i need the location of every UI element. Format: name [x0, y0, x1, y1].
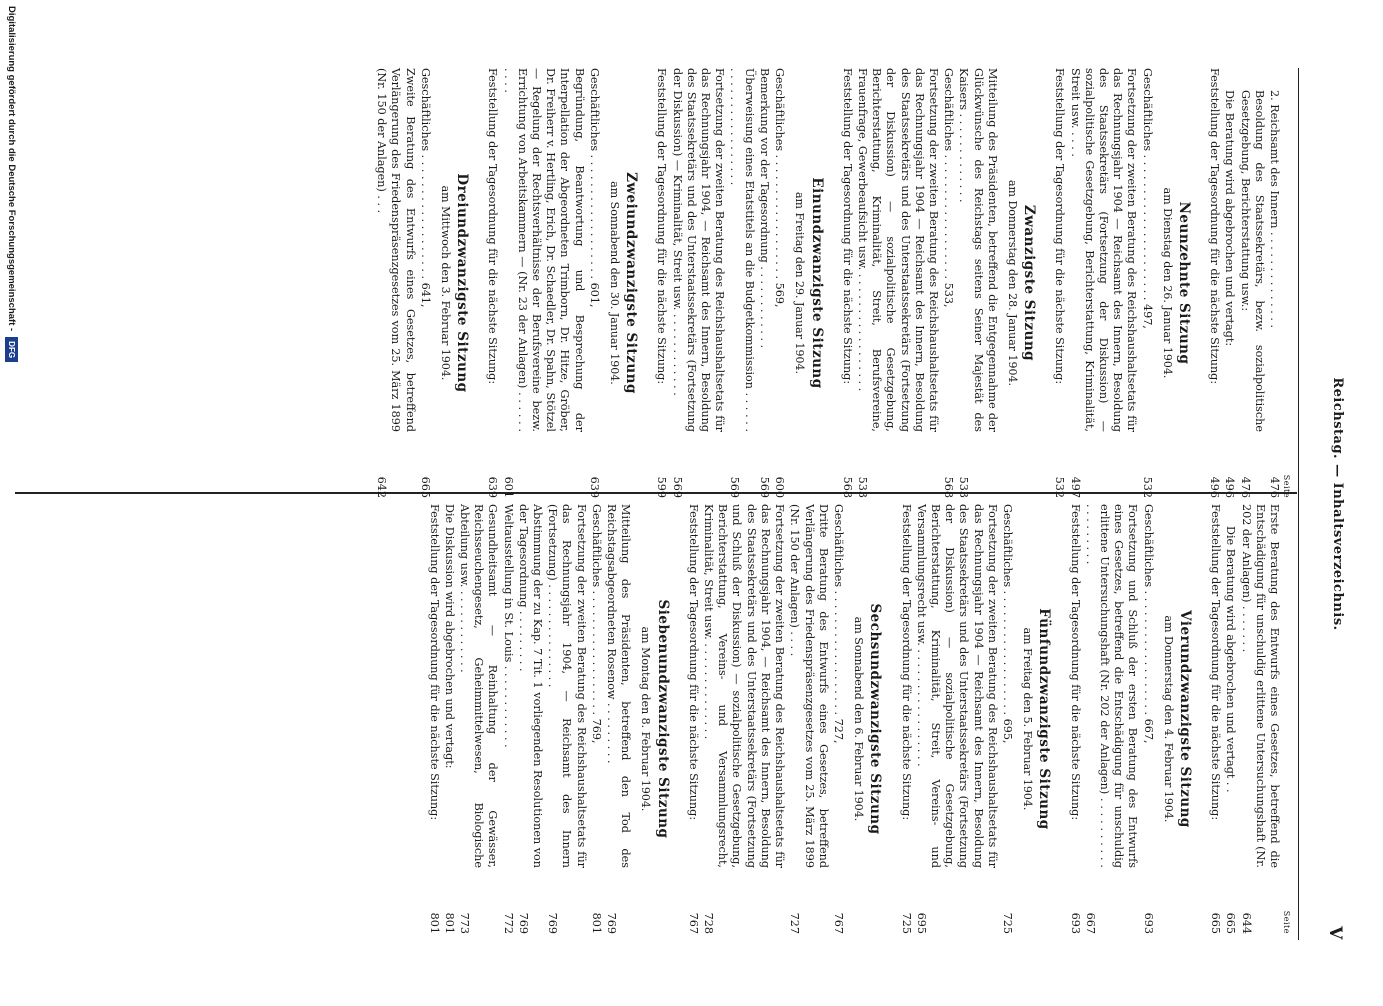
toc-entry-text: Feststellung der Tagesordnung für die nächste Sitzung: — [427, 504, 441, 821]
toc-entry-pages: 725 — [1000, 912, 1014, 934]
toc-entry — [516, 504, 544, 934]
toc-entry — [418, 68, 432, 498]
toc-entry-pages: 496 — [1223, 476, 1237, 498]
toc-entry-text: Geschäftliches . . . . . . . . . . . . . . . . . . 695, — [1000, 504, 1014, 744]
toc-entry-text: Abstimmung der zu Kap. 7 Tit. 1 vorliegenden Resolutionen von der Tagesordnung . . . . . . . . . — [516, 504, 545, 868]
toc-entry — [1267, 68, 1281, 498]
session-date: am Donnerstag den 4. Februar 1904. — [1161, 615, 1175, 823]
toc-entry-text: Die Diskussion wird abgebrochen und vertagt: — [442, 504, 456, 769]
toc-entry — [1222, 68, 1236, 498]
toc-entry-pages: 569 — [757, 476, 771, 498]
toc-entry-text: Gesundheitsamt — Reinhaltung der Gewässer, Reichsseuchengesetz, Geheimmittelwesen, Biologische Abteilung usw. . . . . . . . . . . . . — [458, 504, 500, 868]
toc-entry-text: Geschäftliches . . . . . . . . . . . . . . . . . . 641, — [418, 68, 432, 308]
toc-entry-text: Geschäftliches . . . . . . . . . . . . . . . . . . 533, — [942, 68, 956, 308]
toc-entry — [1237, 68, 1265, 498]
toc-entry-text: Feststellung der Tagesordnung für die nächste Sitzung: — [655, 68, 669, 385]
running-head — [1323, 68, 1345, 940]
toc-entry — [914, 504, 999, 934]
toc-entry-text: Mitteilung des Präsidenten, betreffend die Entgegennahme der Glückwünsche des Reichstags seitens Seiner Majestät des Kaisers . . . . . . . . . . . . . — [957, 68, 999, 432]
toc-entry-pages: 476 — [1268, 476, 1281, 498]
left-column — [373, 68, 1293, 498]
page-title: Reichstag. — Inhaltsverzeichnis. — [1330, 377, 1345, 631]
toc-entry — [1000, 504, 1014, 934]
toc-entry-pages: 665 — [1224, 912, 1238, 934]
toc-entry-pages: 569 — [670, 476, 684, 498]
toc-entry-text: Zweite Beratung des Entwurfs eines Gesetzes, betreffend Verlängerung des Friedenspräsenzgesetzes vom 25. März 1899 (Nr. 150 der Anlagen) . . . — [375, 68, 417, 432]
toc-entry-pages: 667 — [1083, 912, 1097, 934]
toc-entry-text: Feststellung der Tagesordnung für die nächste Sitzung: — [486, 68, 500, 385]
toc-entry-text: Fortsetzung der zweiten Beratung des Reichshaushaltsetats für das Rechnungsjahr 1904, — Reichsamt des Innern, Besoldung des Staatssekretärs und des Unterstaatssekretärs (Fortsetzung der Diskussion) — Kriminalität, Streit usw. . . . . . . . . . . . . — [670, 68, 727, 432]
toc-entry — [589, 504, 603, 934]
toc-entry-pages: 693 — [1068, 912, 1082, 934]
toc-entry — [500, 504, 514, 934]
toc-entry — [1067, 504, 1081, 934]
toc-entry-pages: 769 — [546, 912, 560, 934]
toc-entry — [1238, 504, 1281, 934]
toc-entry-text: Feststellung der Tagesordnung für die nächste Sitzung: — [840, 68, 854, 385]
session-date: am Montag den 8. Februar 1904. — [639, 626, 653, 812]
toc-entry-pages: 665 — [1209, 912, 1223, 934]
toc-entry-pages: 728 — [702, 912, 716, 934]
toc-entry-text: Geschäftliches . . . . . . . . . . . . . . . . . . 727, — [831, 504, 845, 744]
toc-entry-text: Feststellung der Tagesordnung für die nächste Sitzung: — [899, 504, 913, 821]
toc-entry — [1052, 68, 1066, 498]
toc-entry-text: Dritte Beratung des Entwurfs eines Gesetzes, betreffend Verlängerung des Friedenspräsenzgesetzes vom 25. März 1899 (Nr. 150 der Anlagen) . . . . — [788, 504, 830, 868]
toc-entry-text: Geschäftliches . . . . . . . . . . . . . . . . . . . . . 497, — [1140, 68, 1154, 329]
toc-entry — [772, 68, 786, 498]
toc-entry — [426, 504, 440, 934]
toc-entry-pages: 693 — [1141, 912, 1155, 934]
toc-entry — [457, 504, 500, 934]
toc-entry-pages: 600 — [773, 476, 787, 498]
toc-entry-text: Fortsetzung der zweiten Beratung des Reichshaushaltsetats für das Rechnungsjahr 1904, — Reichsamt des Innern (Fortsetzung) . . . . . . . . . . . . . . . — [546, 504, 588, 868]
session-date: am Freitag den 5. Februar 1904. — [1021, 627, 1035, 811]
toc-entry-pages: 497 — [1068, 476, 1082, 498]
toc-entry — [1139, 68, 1153, 498]
toc-entry-text: Feststellung der Tagesordnung für die nächste Sitzung: — [1053, 68, 1067, 385]
toc-entry-pages: 801 — [442, 912, 456, 934]
session-date: am Sonnabend den 6. Februar 1904. — [852, 616, 866, 822]
toc-entry-pages: 639 — [587, 476, 601, 498]
toc-entry-text: Weltausstellung in St. Louis . . . . . . . . . . . . — [501, 504, 515, 748]
toc-entry-text: Begründung, Beantwortung und Besprechung der Interpellation der Abgeordneten Trimborn, Dr. Hitze, Gröber, Dr. Freiherr v. Hertling, Erich, Dr. Schaedler, Dr. Spahn, Stötzel — Regelung der Rechtsverhältnisse der Berufsvereine bezw. Errichtung von Arbeitskammern — (Nr. 23 der Anlagen) . . . . . . . . . . — [501, 68, 586, 432]
toc-entry — [941, 68, 955, 498]
toc-entry-text: Feststellung der Tagesordnung für die nächste Sitzung: — [1068, 504, 1082, 821]
session-date: am Dienstag den 26. Januar 1904. — [1160, 187, 1174, 379]
page-number: V — [1325, 926, 1345, 940]
session-title: Siebenundzwanzigste Sitzung — [654, 599, 671, 839]
toc-entry — [727, 68, 755, 498]
toc-entry-pages: 569 — [728, 476, 742, 498]
toc-entry-text: Fortsetzung und Schluß der ersten Beratung des Entwurfs eines Gesetzes, betreffend die Entschädigung für unschuldig erlittene Untersuchungshaft (Nr. 202 der Anlagen) . . . . . . . . . . . . . . . . . . . — [1083, 504, 1140, 868]
toc-entry — [831, 504, 845, 934]
toc-entry-text: Geschäftliches . . . . . . . . . . . . . . . . . . 601, — [587, 68, 601, 308]
toc-entry-pages: 532 — [1053, 476, 1067, 498]
toc-entry-text: Geschäftliches . . . . . . . . . . . . . . . . . . 769, — [589, 504, 603, 744]
toc-entry-pages: 568 — [942, 476, 956, 498]
session-title: Zweiundzwanzigste Sitzung — [623, 172, 640, 394]
toc-entry-pages: 769 — [605, 912, 619, 934]
toc-entry-pages: 476 — [1238, 476, 1252, 498]
toc-entry-pages: 644 — [1239, 912, 1253, 934]
toc-entry-text: Bemerkung vor der Tagesordnung . . . . . . . . . . . . — [757, 68, 771, 349]
toc-entry — [898, 504, 912, 934]
toc-entry-text: 2. Reichsamt des Innern . . . . . . . . . . . . . . — [1268, 90, 1281, 329]
toc-entry-pages: 695 — [914, 912, 928, 934]
session-date: am Donnerstag den 28. Januar 1904. — [1005, 179, 1019, 387]
toc-entry-pages: 568 — [840, 476, 854, 498]
toc-entry — [1140, 504, 1154, 934]
toc-entry-pages: 725 — [899, 912, 913, 934]
toc-entry — [1223, 504, 1237, 934]
seite-label: Seite — [1282, 474, 1291, 498]
session-title: Zwanzigste Sitzung — [1021, 204, 1038, 362]
toc-entry-pages: 665 — [418, 476, 432, 498]
toc-entry-pages: 533 — [957, 476, 971, 498]
toc-entry-pages: 801 — [427, 912, 441, 934]
toc-entry-pages: 639 — [486, 476, 500, 498]
toc-entry — [956, 68, 999, 498]
session-title: Sechsundzwanzigste Sitzung — [867, 603, 884, 835]
toc-entry — [442, 504, 456, 934]
toc-entry — [604, 504, 632, 934]
session-date: am Mittwoch den 3. Februar 1904. — [439, 185, 453, 381]
toc-entry — [374, 68, 417, 498]
toc-entry-text: Fortsetzung der zweiten Beratung des Reichshaushaltsetats für das Rechnungsjahr 1904 — Reichsamt des Innern, Besoldung des Staatssekretärs (Fortsetzung der Diskussion) — sozialpolitische Gesetzgebung, Berichterstattung, Kriminalität, Streit usw. . . . . — [1068, 68, 1139, 432]
session-title: Dreiundzwanzigste Sitzung — [454, 173, 471, 393]
toc-entry — [500, 68, 585, 498]
toc-entry-text: Feststellung der Tagesordnung für die nächste Sitzung: — [686, 504, 700, 821]
toc-entry-pages: 767 — [686, 912, 700, 934]
toc-entry-text: Überweisung eines Etatstitels an die Budgetkommission . . . . . . . . . . . . . . . . . . . . . . . — [728, 68, 756, 432]
toc-entry-text: Die Beratung wird abgebrochen und vertagt: — [1223, 90, 1237, 347]
toc-entry-pages: 727 — [788, 912, 802, 934]
toc-entry-text: Geschäftliches . . . . . . . . . . . . . . . . . . 667, — [1141, 504, 1155, 744]
session-title: Fünfundzwanzigste Sitzung — [1036, 608, 1053, 830]
toc-entry-text: Feststellung der Tagesordnung für die nächste Sitzung: — [1208, 68, 1222, 385]
toc-entry — [587, 68, 601, 498]
toc-entry-pages: 599 — [655, 476, 669, 498]
seite-label: Seite — [1282, 910, 1291, 934]
toc-entry-text: Fortsetzung der zweiten Beratung des Reichshaushaltsetats für das Rechnungsjahr 1904, — Reichsamt des Innern, Besoldung des Staatssekretärs und des Unterstaatssekretärs (Fortsetzung und Schluß der Diskussion) — sozialpolitische Gesetzgebung, Berichterstattung, Vereins- und Versammlungsrecht, Kriminalität, Streit usw. . . . . . . . . . . . . . . — [702, 504, 787, 868]
toc-entry — [1067, 68, 1138, 498]
toc-entry — [701, 504, 786, 934]
dfg-logo: DFG — [6, 337, 19, 362]
toc-entry-pages: 496 — [1208, 476, 1222, 498]
session-title: Einundzwanzigste Sitzung — [808, 177, 825, 389]
toc-entry — [654, 68, 668, 498]
toc-entry-pages: 533 — [855, 476, 869, 498]
toc-entry-text: Fortsetzung der zweiten Beratung des Reichshaushaltsetats für das Rechnungsjahr 1904 — Reichsamt des Innern, Besoldung des Staatssekretärs und des Unterstaatssekretärs (Fortsetzung der Diskussion) — sozialpolitische Gesetzgebung, Berichterstattung, Kriminalität, Streit, Vereins- und Versammlungsrecht usw. . . . . . . . . . . . . . . . . . — [914, 504, 999, 868]
digitization-footer — [3, 0, 21, 1006]
toc-entry — [485, 68, 499, 498]
toc-entry — [787, 504, 830, 934]
toc-entry — [686, 504, 700, 934]
toc-entry-text: Fortsetzung der zweiten Beratung des Reichshaushaltsetats für das Rechnungsjahr 1904 — Reichsamt des Innern, Besoldung des Staatssekretärs und des Unterstaatssekretärs (Fortsetzung der Diskussion) — sozialpolitische Gesetzgebung, Berichterstattung, Kriminalität, Streit, Berufsvereine, Frauenfrage, Gewerbeaufsicht usw. . . . . . . . . . . . . . . . . . — [855, 68, 940, 432]
toc-entry-pages: 772 — [501, 912, 515, 934]
toc-entry — [1207, 68, 1221, 498]
session-title: Neunzehnte Sitzung — [1175, 201, 1192, 365]
session-title: Vierundzwanzigste Sitzung — [1176, 610, 1193, 828]
toc-entry-text: Feststellung der Tagesordnung für die nächste Sitzung: — [1209, 504, 1223, 821]
toc-entry-pages: 532 — [1140, 476, 1154, 498]
session-date: am Sonnabend den 30. Januar 1904. — [608, 181, 622, 385]
session-date: am Freitag den 29. Januar 1904. — [793, 192, 807, 374]
toc-entry-pages: 601 — [501, 476, 515, 498]
toc-entry-text: Mitteilung des Präsidenten, betreffend den Tod des Reichstagsabgeordneten Rosenow . . . . . . . . . — [605, 504, 633, 868]
toc-entry-pages: 773 — [458, 912, 472, 934]
toc-entry-pages: 801 — [589, 912, 603, 934]
toc-entry — [545, 504, 588, 934]
toc-entry-text: Die Beratung wird abgebrochen und vertagt . . — [1224, 526, 1238, 793]
toc-entry-pages: 642 — [375, 476, 389, 498]
toc-entry-text: Erste Beratung des Entwurfs eines Gesetzes, betreffend die Entschädigung für unschuldig erlittene Untersuchungshaft (Nr. 202 der Anlagen) . . . . . . . — [1239, 504, 1281, 868]
toc-entry — [840, 68, 854, 498]
toc-entry — [1083, 504, 1140, 934]
right-column — [425, 504, 1293, 934]
toc-entry-text: Geschäftliches . . . . . . . . . . . . . . . . . . 569, — [773, 68, 787, 308]
toc-entry-pages: 769 — [516, 912, 530, 934]
header-rule — [1298, 68, 1299, 940]
toc-entry-pages: 767 — [831, 912, 845, 934]
toc-entry — [669, 68, 726, 498]
toc-entry — [855, 68, 940, 498]
toc-entry — [1208, 504, 1222, 934]
toc-entry-text: Besoldung des Staatssekretärs, bezw. sozialpolitische Gesetzgebung, Berichterstattung usw.: — [1238, 90, 1266, 432]
digitization-note: Digitalisierung gefördert durch die Deutsche Forschungsgemeinschaft - — [6, 6, 18, 332]
toc-entry — [757, 68, 771, 498]
